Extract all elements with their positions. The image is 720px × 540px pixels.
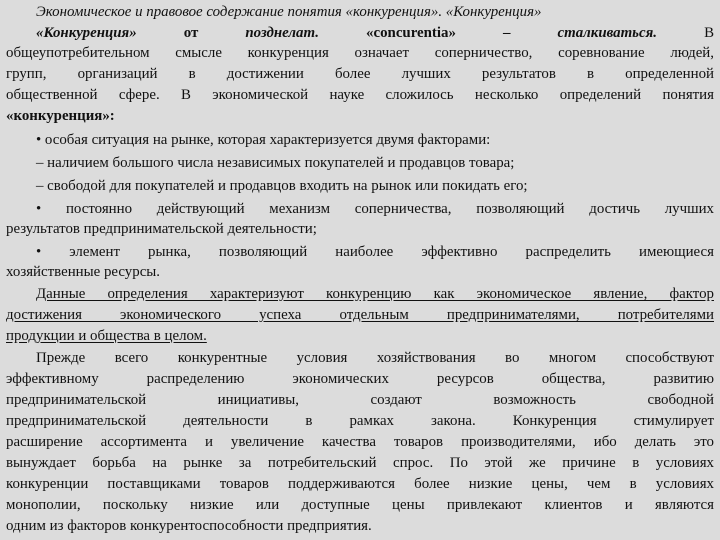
word-meaning: сталкиваться. <box>557 25 657 41</box>
paragraph-1-line-4: общественной сфере. В экономической науке сложилось несколько определений понятия <box>6 87 714 103</box>
paragraph-3-line-7: конкуренции поставщиками товаров поддерживаются более низкие цены, чем в условиях <box>6 476 714 492</box>
paragraph-1-line-3: групп, организаций в достижении более лучших результатов в определенной <box>6 66 714 82</box>
list-subitem-1: – наличием большого числа независимых покупателей и продавцов товара; <box>36 155 515 171</box>
paragraph-3-line-5: расширение ассортимента и увеличение качества товаров производителями, ибо делать это <box>6 434 714 450</box>
paragraph-3-line-4: предпринимательской деятельности в рамках закона. Конкуренция стимулирует <box>6 413 714 429</box>
word-latin-origin: позднелат. <box>245 25 319 41</box>
word-concurentia: «concurentia» <box>366 25 456 41</box>
term-konkurentsiya-definition: «конкуренция»: <box>6 108 115 124</box>
list-item-3-cont: хозяйственные ресурсы. <box>6 264 161 280</box>
list-item-1: • особая ситуация на рынке, которая характеризуется двумя факторами: <box>36 132 491 148</box>
paragraph-3-line-3: предпринимательской инициативы, создают возможность свободной <box>6 392 714 408</box>
word-from: от <box>183 25 199 41</box>
paragraph-3-line-6: вынуждает борьба на рынке за потребительский спрос. По этой же причине в условиях <box>6 455 714 471</box>
paragraph-3-line-8: монополии, поскольку низкие или доступные цены привлекают клиентов и являются <box>6 497 714 513</box>
document-title: Экономическое и правовое содержание понятия «конкуренция». «Конкуренция» <box>36 4 542 20</box>
paragraph-1-line-5 <box>6 106 714 126</box>
list-item-2-cont: результатов предпринимательской деятельности; <box>6 221 317 237</box>
term-konkurentsiya: «Конкуренция» <box>36 25 137 41</box>
paragraph-3-line-9: одним из факторов конкурентоспособности предприятия. <box>6 518 372 534</box>
list-item-3: • элемент рынка, позволяющий наиболее эффективно распределить имеющиеся <box>36 244 714 260</box>
list-subitem-2: – свободой для покупателей и продавцов входить на рынок или покидать его; <box>36 178 528 194</box>
dash: – <box>502 25 511 41</box>
paragraph-1-line-1 <box>36 23 714 43</box>
paragraph-2-line-3: продукции и общества в целом. <box>6 328 207 344</box>
word-v: В <box>704 25 714 41</box>
paragraph-3-line-1: Прежде всего конкурентные условия хозяйствования во многом способствуют <box>36 350 714 366</box>
list-item-2: • постоянно действующий механизм соперничества, позволяющий достичь лучших <box>36 201 714 217</box>
paragraph-2-line-1: Данные определения характеризуют конкуренцию как экономическое явление, фактор <box>36 286 714 302</box>
paragraph-3-line-2: эффективному распределению экономических ресурсов общества, развитию <box>6 371 714 387</box>
paragraph-1-line-2: общеупотребительном смысле конкуренция означает соперничество, соревнование людей, <box>6 45 714 61</box>
paragraph-2-line-2: достижения экономического успеха отдельным предпринимателями, потребителями <box>6 307 714 323</box>
